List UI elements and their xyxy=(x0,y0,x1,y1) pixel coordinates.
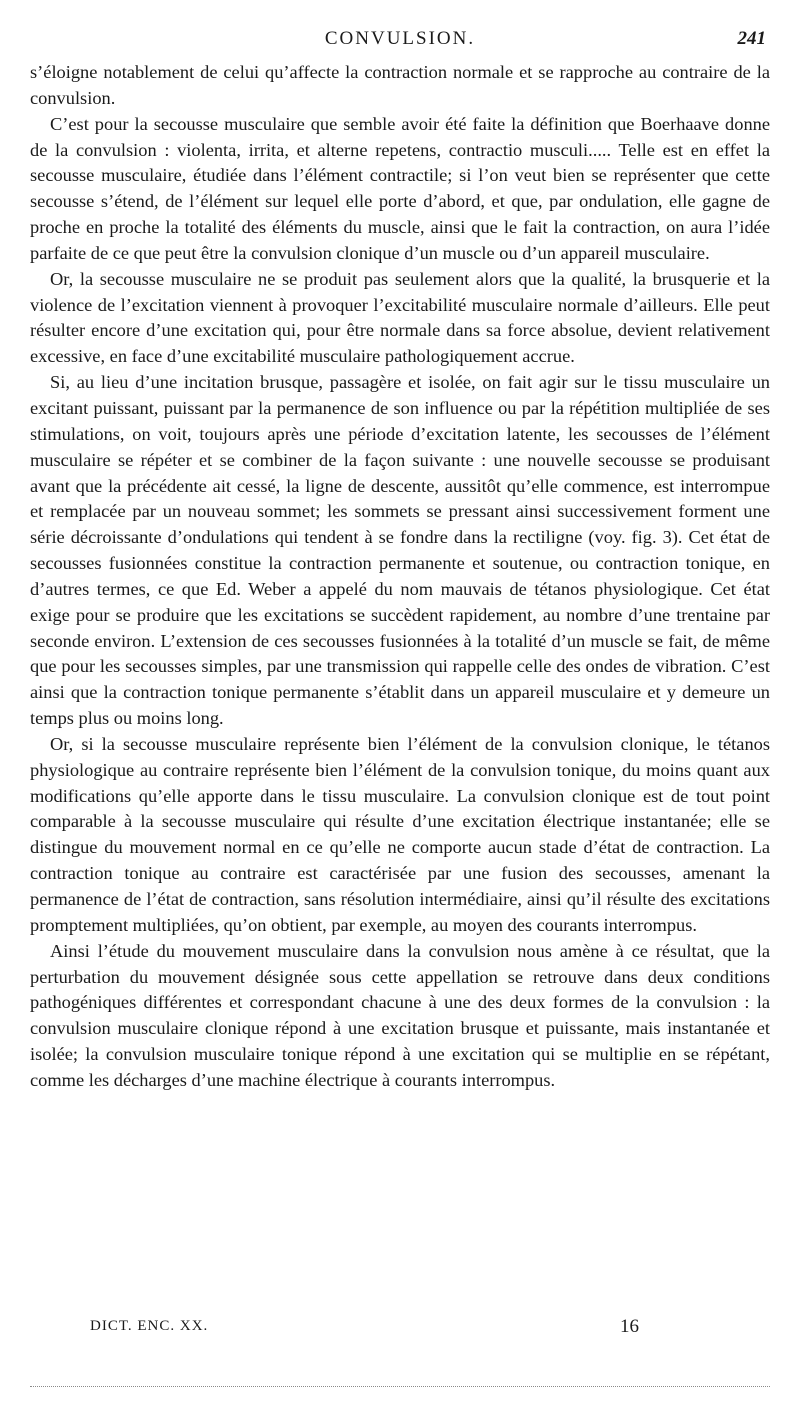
paragraph: Or, la secousse musculaire ne se produit pas seulement alors que la qualité, la brusquerie et la violence de l’excitation viennent à provoquer l’excitabilité musculaire normale d’ailleurs. Elle peut résulter encore d’une excitation qui, pour être normale dans sa force absolue, devient relativement excessive, en face d’une excitabilité musculaire pathologiquement accrue. xyxy=(30,268,770,367)
signature-line xyxy=(30,1318,770,1346)
running-head xyxy=(30,28,770,54)
signature-number: 16 xyxy=(620,1316,639,1337)
paragraph: s’éloigne notablement de celui qu’affecte la contraction normale et se rapproche au contraire de la convulsion. xyxy=(30,62,770,108)
page-number: 241 xyxy=(737,28,766,49)
paragraph: C’est pour la secousse musculaire que semble avoir été faite la définition que Boerhaave donne de la convulsion : violenta, irrita, et alterne repetens, contractio musculi..... Telle est en effet la secousse musculaire, étudiée dans l’élément contractile; si l’on veut bien se représenter que cette secousse s’étend, de l’élément sur lequel elle porte d’abord, et que, par ondulation, elle gagne de proche en proche la totalité des éléments du muscle, ainsi que le fait la contraction, on aura l’idée parfaite de ce que peut être la convulsion clonique d’un muscle ou d’un appareil musculaire. xyxy=(30,113,770,263)
body-text xyxy=(30,60,770,1094)
bottom-dotted-rule xyxy=(30,1386,770,1387)
paragraph: Si, au lieu d’une incitation brusque, passagère et isolée, on fait agir sur le tissu musculaire un excitant puissant, puissant par la permanence de son influence ou par la répétition multipliée de ses stimulations, on voit, toujours après une période d’excitation latente, les secousses de l’élément musculaire se répéter et se combiner de la façon suivante : une nouvelle secousse se produisant avant que la précédente ait cessé, la ligne de descente, aussitôt qu’elle commence, est interrompue et remplacée par un nouveau sommet; les sommets se pressant ainsi successivement forment une série décroissante d’ondulations qui tendent à se fondre dans la rectiligne (voy. fig. 3). Cet état de secousses fusionnées constitue la contraction permanente et soutenue, ou contraction tonique, en d’autres termes, ce que Ed. Weber a appelé du nom mauvais de tétanos physiologique. Cet état exige pour se produire que les excitations se succèdent rapidement, au nombre d’une trentaine par seconde environ. L’extension de ces secousses fusionnées à la totalité d’un muscle se fait, de même que pour les secousses simples, par une transmission qui rappelle celle des ondes de vibration. C’est ainsi que la contraction tonique permanente s’établit dans un appareil musculaire et y demeure un temps plus ou moins long. xyxy=(30,372,770,729)
running-title: CONVULSION. xyxy=(324,28,476,49)
paragraph: Ainsi l’étude du mouvement musculaire dans la convulsion nous amène à ce résultat, que la perturbation du mouvement désignée sous cette appellation se retrouve dans deux conditions pathogéniques différentes et correspondant chacune à une des deux formes de la convulsion : la convulsion musculaire clonique répond à une excitation brusque et puissante, mais instantanée et isolée; la convulsion musculaire tonique répond à une excitation qui se multiplie en se répétant, comme les décharges d’une machine électrique à courants interrompus. xyxy=(30,940,770,1090)
signature-mark: DICT. ENC. XX. xyxy=(90,1318,209,1334)
paragraph: Or, si la secousse musculaire représente bien l’élément de la convulsion clonique, le tétanos physiologique au contraire représente bien l’élément de la convulsion tonique, du moins quant aux modifications qu’elle apporte dans le tissu musculaire. La convulsion clonique est de tout point comparable à la secousse musculaire qui résulte d’une excitation électrique instantanée; elle se distingue du mouvement normal en ce qu’elle ne comporte aucun stade d’état de contraction. La contraction tonique au contraire est caractérisée par une fusion des secousses, amenant la permanence de l’état de contraction, sans résolution intermédiaire, ainsi qu’il résulte des excitations promptement multipliées, qu’on obtient, par exemple, au moyen des courants interrompus. xyxy=(30,733,770,935)
